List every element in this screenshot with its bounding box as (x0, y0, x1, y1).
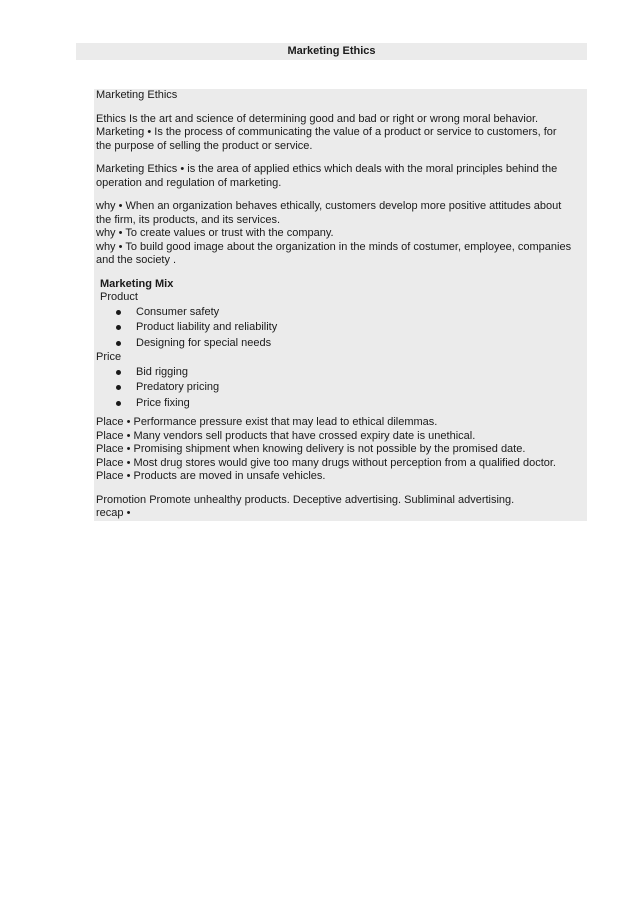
marketing-ethics-definition-line-1: Marketing Ethics • is the area of applied ethics which deals with the moral principles behind the (94, 163, 587, 177)
why-line-3b: and the society . (94, 254, 587, 268)
why-line-1b: the firm, its products, and its services. (94, 214, 587, 228)
spacer (94, 103, 587, 113)
ethics-definition: Ethics Is the art and science of determining good and bad or right or wrong moral behavior. (94, 113, 587, 127)
marketing-ethics-definition-line-2: operation and regulation of marketing. (94, 177, 587, 191)
document-body (94, 89, 587, 521)
why-line-3a: why • To build good image about the organization in the minds of costumer, employee, companies (94, 241, 587, 255)
marketing-definition-line-1: Marketing • Is the process of communicating the value of a product or service to customers, for (94, 126, 587, 140)
product-list (94, 305, 587, 352)
why-line-1a: why • When an organization behaves ethically, customers develop more positive attitudes about (94, 200, 587, 214)
document-title: Marketing Ethics (76, 43, 587, 60)
list-item: Predatory pricing (94, 380, 587, 396)
heading: Marketing Ethics (94, 89, 587, 103)
list-item: Price fixing (94, 396, 587, 412)
marketing-mix-heading: Marketing Mix (94, 278, 587, 292)
spacer (94, 484, 587, 494)
spacer (94, 153, 587, 163)
recap-line: recap • (94, 507, 587, 521)
bullet-icon (116, 385, 121, 390)
place-line-5: Place • Products are moved in unsafe vehicles. (94, 470, 587, 484)
list-item: Bid rigging (94, 365, 587, 381)
product-label: Product (94, 291, 587, 305)
bullet-icon (116, 341, 121, 346)
promotion-line: Promotion Promote unhealthy products. Deceptive advertising. Subliminal advertising. (94, 494, 587, 508)
bullet-icon (116, 370, 121, 375)
spacer (94, 190, 587, 200)
price-list (94, 365, 587, 412)
list-item: Designing for special needs (94, 336, 587, 352)
place-line-3: Place • Promising shipment when knowing delivery is not possible by the promised date. (94, 443, 587, 457)
why-line-2: why • To create values or trust with the company. (94, 227, 587, 241)
spacer (94, 268, 587, 278)
place-line-4: Place • Most drug stores would give too many drugs without perception from a qualified doctor. (94, 457, 587, 471)
list-item: Product liability and reliability (94, 320, 587, 336)
list-item: Consumer safety (94, 305, 587, 321)
price-label: Price (94, 351, 587, 365)
bullet-icon (116, 325, 121, 330)
place-line-1: Place • Performance pressure exist that may lead to ethical dilemmas. (94, 416, 587, 430)
place-line-2: Place • Many vendors sell products that have crossed expiry date is unethical. (94, 430, 587, 444)
bullet-icon (116, 401, 121, 406)
marketing-definition-line-2: the purpose of selling the product or service. (94, 140, 587, 154)
bullet-icon (116, 310, 121, 315)
